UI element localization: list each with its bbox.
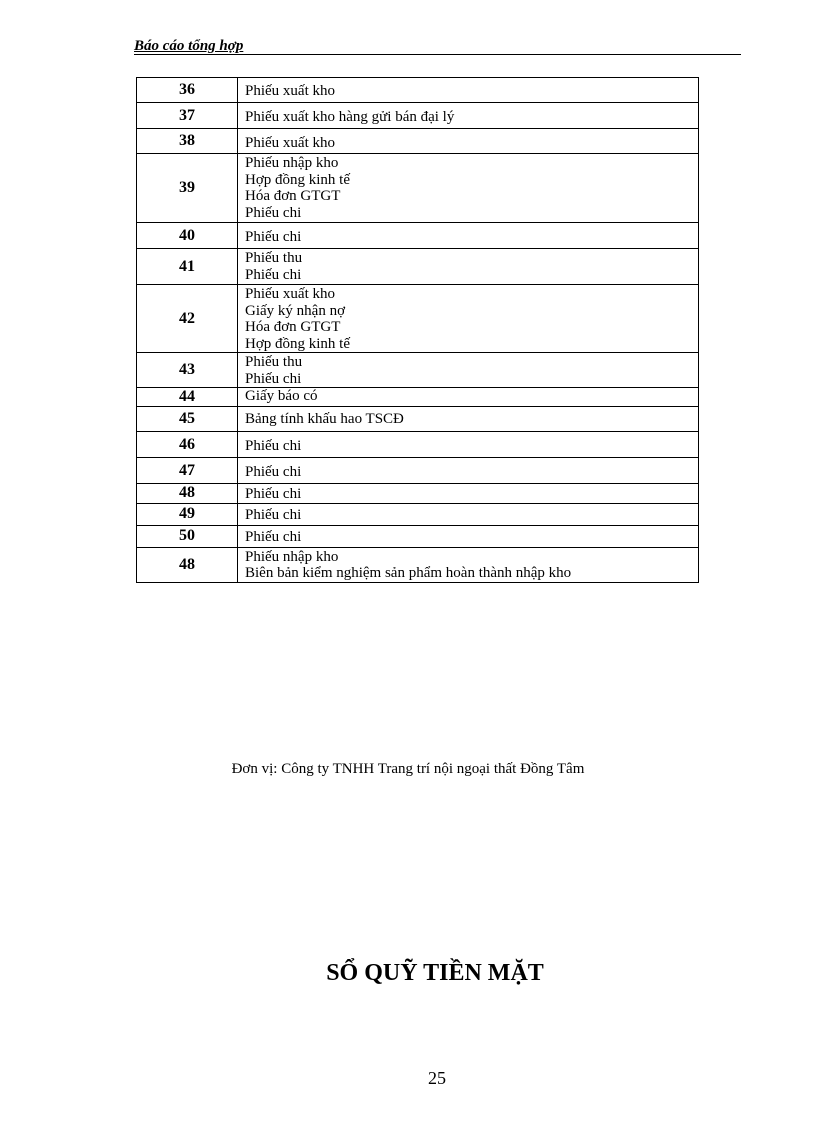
document-item: Phiếu chi — [245, 266, 302, 283]
document-item: Phiếu thu — [245, 354, 303, 370]
document-item: Hóa đơn GTGT — [245, 319, 341, 335]
document-item: Phiếu chi — [245, 229, 302, 245]
row-number: 46 — [137, 432, 238, 458]
row-documents — [238, 129, 699, 154]
table-row — [137, 249, 699, 285]
row-number: 42 — [137, 285, 238, 353]
row-number: 47 — [137, 458, 238, 484]
row-number: 48 — [137, 484, 238, 504]
document-item: Phiếu chi — [245, 438, 302, 454]
row-number: 40 — [137, 223, 238, 249]
document-item: Phiếu thu — [245, 250, 303, 266]
row-documents — [238, 503, 699, 525]
voucher-table — [136, 77, 699, 583]
row-number: 44 — [137, 388, 238, 407]
row-documents — [238, 525, 699, 547]
table-row — [137, 129, 699, 154]
table-row — [137, 547, 699, 582]
table-row — [137, 458, 699, 484]
company-unit-line: Đơn vị: Công ty TNHH Trang trí nội ngoại thất Đồng Tâm — [231, 761, 585, 777]
row-documents — [238, 249, 699, 285]
row-documents — [238, 223, 699, 249]
document-item: Phiếu chi — [245, 204, 302, 221]
table-row — [137, 285, 699, 353]
document-item: Phiếu xuất kho — [245, 135, 335, 151]
page-number: 25 — [428, 1068, 446, 1088]
document-item: Phiếu xuất kho hàng gửi bán đại lý — [245, 109, 455, 125]
table-row — [137, 223, 699, 249]
table-row — [137, 525, 699, 547]
header-rule — [134, 54, 741, 55]
document-item: Phiếu nhập kho — [245, 155, 339, 171]
document-item: Biên bản kiểm nghiệm sản phẩm hoàn thành nhập kho — [245, 565, 572, 581]
table-row — [137, 432, 699, 458]
document-item: Hóa đơn GTGT — [245, 188, 341, 204]
row-documents — [238, 103, 699, 129]
table-row — [137, 503, 699, 525]
row-documents — [238, 78, 699, 103]
document-item: Hợp đồng kinh tế — [245, 171, 351, 188]
table-row — [137, 103, 699, 129]
row-documents — [238, 458, 699, 484]
row-number: 41 — [137, 249, 238, 285]
row-documents — [238, 353, 699, 388]
row-number: 43 — [137, 353, 238, 388]
document-item: Phiếu chi — [245, 370, 302, 387]
table-row — [137, 78, 699, 103]
document-item: Giấy báo có — [245, 388, 318, 404]
row-number: 38 — [137, 129, 238, 154]
document-item: Phiếu chi — [245, 464, 302, 480]
table-row — [137, 353, 699, 388]
row-number: 48 — [137, 547, 238, 582]
document-item: Phiếu chi — [245, 528, 302, 545]
row-documents — [238, 432, 699, 458]
cash-book-title: SỔ QUỸ TIỀN MẶT — [326, 960, 544, 986]
table-row — [137, 154, 699, 223]
row-documents — [238, 484, 699, 504]
document-item: Phiếu chi — [245, 486, 302, 502]
document-item: Phiếu nhập kho — [245, 548, 339, 565]
row-number: 36 — [137, 78, 238, 103]
document-item: Phiếu xuất kho — [245, 83, 335, 99]
row-number: 37 — [137, 103, 238, 129]
table-row — [137, 484, 699, 504]
row-documents — [238, 407, 699, 432]
document-item: Hợp đồng kinh tế — [245, 335, 351, 352]
table-row — [137, 388, 699, 407]
row-documents — [238, 285, 699, 353]
row-number: 39 — [137, 154, 238, 223]
document-item: Phiếu xuất kho — [245, 286, 335, 302]
report-header-title: Báo cáo tổng hợp — [134, 38, 244, 54]
row-number: 49 — [137, 503, 238, 525]
row-number: 45 — [137, 407, 238, 432]
row-documents — [238, 154, 699, 223]
document-item: Phiếu chi — [245, 506, 302, 523]
document-item: Bảng tính khấu hao TSCĐ — [245, 411, 404, 427]
row-number: 50 — [137, 525, 238, 547]
row-documents — [238, 547, 699, 582]
table-row — [137, 407, 699, 432]
row-documents — [238, 388, 699, 407]
document-item: Giấy ký nhận nợ — [245, 302, 345, 319]
